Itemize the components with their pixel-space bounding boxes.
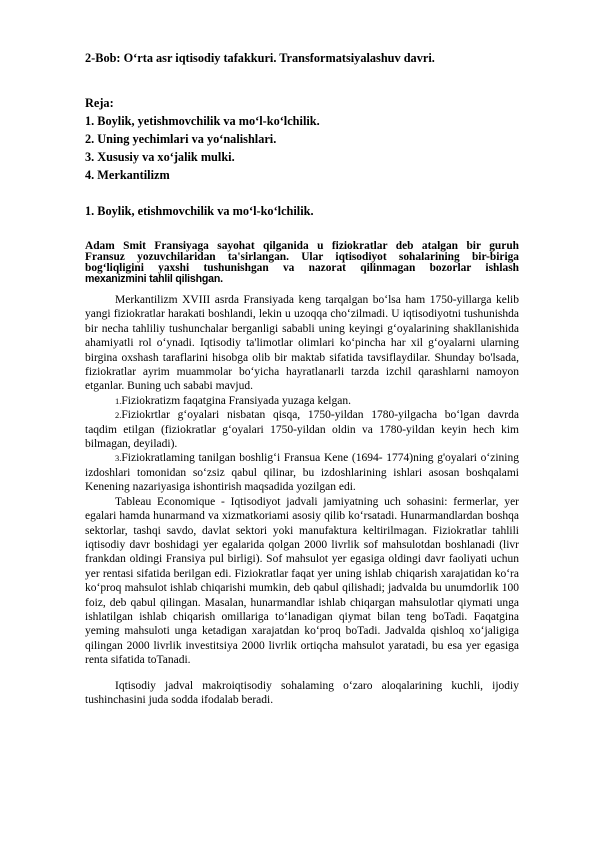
section-heading: 1. Boylik, etishmovchilik va mo‘l-ko‘lchilik.: [85, 204, 314, 218]
plan-item: 1. Boylik, yetishmovchilik va mo‘l-ko‘lchilik.: [85, 114, 320, 128]
list-text: Fiziokrtlar g‘oyalari nisbatan qisqa, 1750-yildan 1780-yilgacha bo‘lgan davrda taqdim etilgan (fiziokratlar g‘oyalari 1750-yildan oldin va 1780-yildan keyin hech kim bilmagan, deyiladi).: [85, 409, 519, 451]
plan-item: 3. Xususiy va xo‘jalik mulki.: [85, 150, 235, 164]
intro-line: bog‘liqligini yaxshi tushunishgan va nazorat qilinmagan bozorlar ishlash: [85, 263, 519, 274]
intro-line: Fransuz yozuvchilaridan ta'sirlangan. Ular iqtisodiyot sohalarining bir-biriga: [85, 252, 519, 263]
list-number: 1.: [115, 395, 122, 406]
page-content: [85, 50, 519, 707]
intro-line: mexanizmini tahlil qilishgan.: [85, 273, 223, 285]
body-text: [85, 293, 519, 707]
list-text: Fiziokratizm faqatgina Fransiyada yuzaga kelgan.: [121, 394, 351, 407]
bold-intro-paragraph: [85, 241, 519, 285]
intro-line: Adam Smit Fransiyaga sayohat qilganida u fiziokratlar deb atalgan bir guruh: [85, 241, 519, 252]
list-text: Fiziokratlaming tanilgan boshlig‘i Fransua Kene (1694- 1774)ning g'oyalari o‘zining izdoshlari tomonidan so‘zsiz qabul qilinar, bu izdoshlarining ishlari asosan boshqalami Kenening nazariyasiga ishontirish maqsadida yozilgan edi.: [85, 452, 519, 494]
plan-heading: Reja:: [85, 96, 114, 110]
paragraph: Merkantilizm XVIII asrda Fransiyada keng tarqalgan bo‘lsa ham 1750-yillarga kelib yangi fiziokratlar harakati boshlandi, lekin u uzoqqa cho‘zilmadi. U iqtisodiyotni tushunishda bir necha tahliliy tushunchalar berganligi sababli uning keyingi g‘oyalarining shakllanishida ahamiyatli rol o‘ynadi. Iqtisodiy ta'limotlar olimlari ko‘pincha har xil g‘oyalarni ularning birgina oxshash taraflarini hisobga olib bir maktab sifatida tavsiflaydilar. Shunday bo'lsada, fiziokratlar ayrim muammolar bo‘yicha hayratlanarli tarzda izchil qarashlarni namoyon etganlar. Buning uch sababi mavjud.: [85, 294, 519, 393]
list-number: 3.: [115, 453, 122, 464]
plan-section: [85, 94, 519, 184]
paragraph-gap: [85, 668, 519, 679]
plan-item: 2. Uning yechimlari va yo‘nalishlari.: [85, 132, 277, 146]
list-item: [85, 408, 519, 451]
list-item: [85, 394, 519, 408]
paragraph: Iqtisodiy jadval makroiqtisodiy sohalaming o‘zaro aloqalarining kuchli, ijodiy tushinchasini juda sodda ifodalab beradi.: [85, 679, 519, 706]
paragraph: Tableau Economique - Iqtisodiyot jadvali jamiyatning uch sohasini: fermerlar, yer egalari hamda hunarmand va xizmatkoriami asosiy qilib ko‘rsatadi. Hunarmandlardan boshqa sektorlar, tashqi savdo, davlat sektori yoki manufaktura keltirilmagan. Fiziokratlar tahlili iqtisodiy davr boshidagi yer egalarida qolgan 2000 livrlik sof mahsulotdan boshlanadi (livr frankdan oldingi Fransiya pul birligi). Sof mahsulot yer egasiga oldingi davr faoliyati uchun yer rentasi sifatida berilgan edi. Fiziokratlar faqat yer uning ishlab chiqarish xarajatidan ko‘ra ko‘proq mahsulot ishlab chiqarishi mumkin, deb qabul qilishadi; jadvalda bu unumdorlik 100 foiz, deb qabul qilingan. Masalan, hunarmandlar ishlab chiqargan mahsulotlar qiymati unga ishlatilgan ishlab chiqarish omillariga to‘lanadigan qiymat bilan teng boTadi. Faqatgina yeming mahsuloti unga ketadigan xarajatdan ko‘proq boTadi. Jadvalda qishloq xo‘jaligiga qilingan 2000 livrlik investitsiya 2000 livrlik ortiqcha mahsulot yaratadi, bu esa yer egasiga renta sifatida toTanadi.: [85, 495, 519, 667]
plan-item: 4. Merkantilizm: [85, 168, 170, 182]
chapter-title: 2-Bob: O‘rta asr iqtisodiy tafakkuri. Transformatsiyalashuv davri.: [85, 51, 435, 65]
list-item: [85, 451, 519, 494]
list-number: 2.: [115, 410, 122, 421]
